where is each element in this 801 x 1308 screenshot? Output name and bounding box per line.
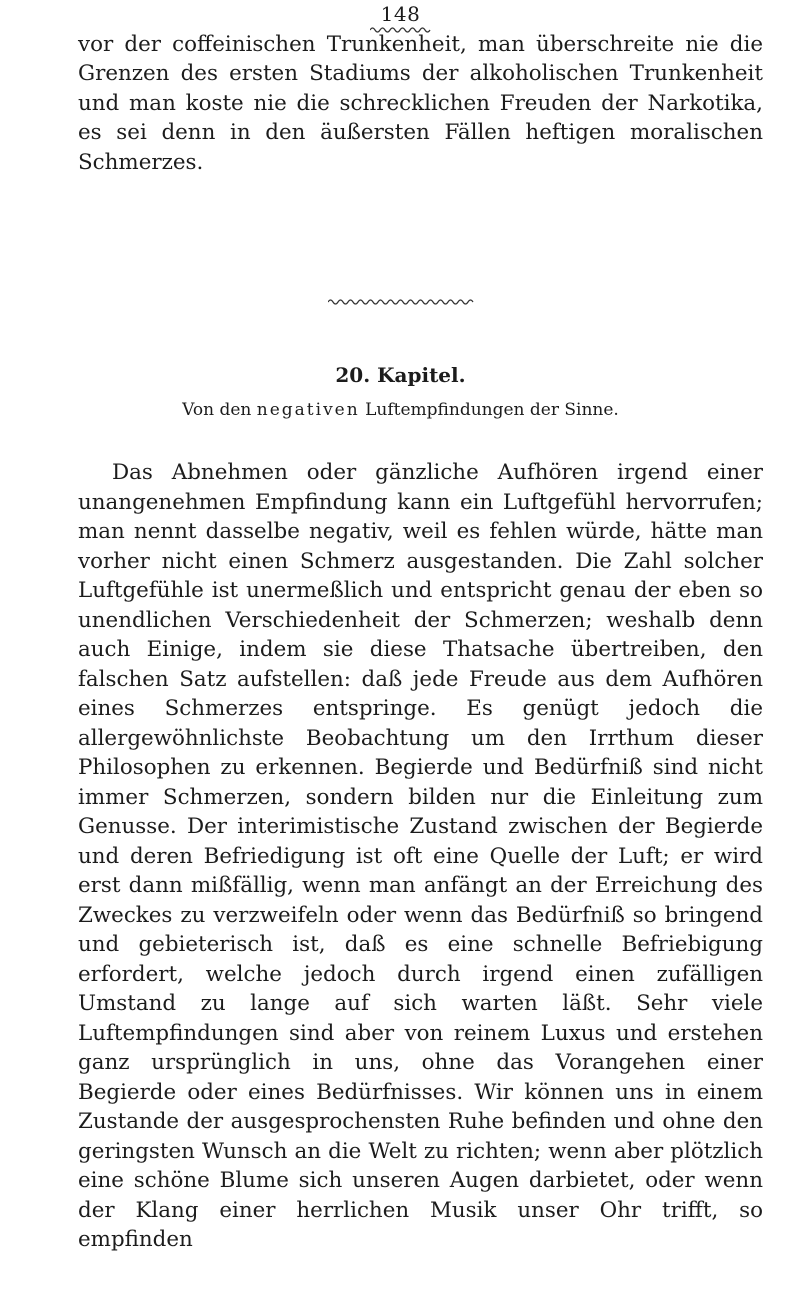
page-number: 148	[380, 2, 421, 26]
chapter-subtitle	[0, 400, 801, 420]
chapter-title: 20. Kapitel.	[335, 363, 466, 387]
body-paragraph	[78, 458, 763, 1255]
section-separator-ornament	[328, 298, 474, 306]
chapter-subtitle-start: Von den	[182, 400, 257, 420]
body-paragraph-text: Das Abnehmen oder gänzliche Aufhören irgend einer unangenehmen Empfindung kann ein Luftgefühl hervorrufen; man nennt dasselbe negativ, weil es fehlen würde, hätte man vorher nicht einen Schmerz ausgestanden. Die Zahl solcher Luftgefühle ist unermeßlich und entspricht genau der eben so unendlichen Verschiedenheit der Schmerzen; weshalb denn auch Einige, indem sie diese Thatsache übertreiben, den falschen Satz aufstellen: daß jede Freude aus dem Aufhören eines Schmerzes entspringe. Es genügt jedoch die allergewöhnlichste Beobachtung um den Irrthum dieser Philosophen zu erkennen. Begierde und Bedürfniß sind nicht immer Schmerzen, sondern bilden nur die Einleitung zum Genusse. Der interimistische Zustand zwischen der Begierde und deren Befriedigung ist oft eine Quelle der Luft; er wird erst dann mißfällig, wenn man anfängt an der Erreichung des Zweckes zu verzweifeln oder wenn das Bedürfniß so bringend und gebieterisch ist, daß es eine schnelle Befriebigung erfordert, welche jedoch durch irgend einen zufälligen Umstand zu lange auf sich warten läßt. Sehr viele Luftempfindungen sind aber von reinem Luxus und erstehen ganz ursprünglich in uns, ohne das Vorangehen einer Begierde oder eines Bedürfnisses. Wir können uns in einem Zustande der ausgesprochensten Ruhe befinden und ohne den geringsten Wunsch an die Welt zu richten; wenn aber plötzlich eine schöne Blume sich unseren Augen darbietet, oder wenn der Klang einer herrlichen Musik unser Ohr trifft, so empfinden	[78, 460, 763, 1252]
chapter-subtitle-end: Luftempfindungen der Sinne.	[359, 400, 619, 420]
chapter-subtitle-emphasis: negativen	[256, 400, 360, 420]
intro-paragraph: vor der coffeinischen Trunkenheit, man überschreite nie die Grenzen des ersten Stadiums der alkoholischen Trunkenheit und man koste nie die schrecklichen Freuden der Narkotika, es sei denn in den äußersten Fällen heftigen moralischen Schmerzes.	[78, 32, 763, 175]
